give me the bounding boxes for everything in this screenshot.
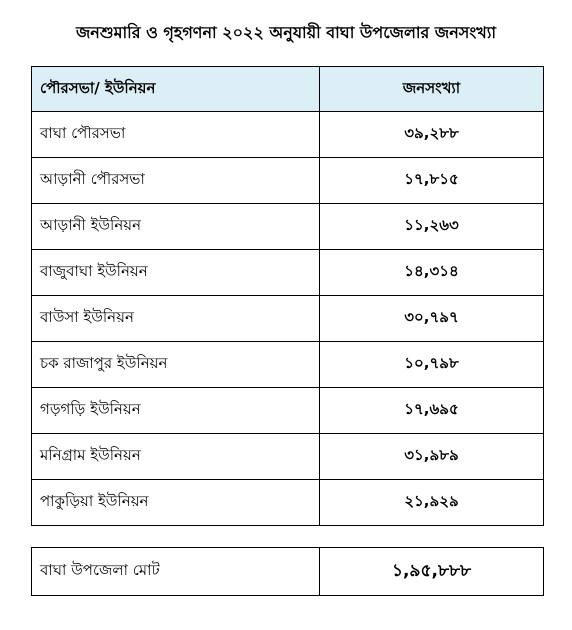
row-population: ৩১,৯৮৯	[320, 434, 544, 480]
row-area-name: বাউসা ইউনিয়ন	[32, 296, 320, 342]
column-header-area: পৌরসভা/ ইউনিয়ন	[32, 67, 320, 112]
table-header-row	[32, 67, 544, 112]
table-row	[32, 434, 544, 480]
column-header-population: জনসংখ্যা	[320, 67, 544, 112]
page-title: জনশুমারি ও গৃহগণনা ২০২২ অনুযায়ী বাঘা উপজেলার জনসংখ্যা	[75, 23, 497, 42]
row-population: ৩০,৭৯৭	[320, 296, 544, 342]
row-population: ১৭,৮১৫	[320, 158, 544, 204]
row-area-name: গড়গড়ি ইউনিয়ন	[32, 388, 320, 434]
population-table	[31, 66, 544, 526]
table-row	[32, 158, 544, 204]
row-area-name: বাজুবাঘা ইউনিয়ন	[32, 250, 320, 296]
table-row	[32, 388, 544, 434]
row-area-name: মনিগ্রাম ইউনিয়ন	[32, 434, 320, 480]
row-area-name: আড়ানী পৌরসভা	[32, 158, 320, 204]
row-area-name: চক রাজাপুর ইউনিয়ন	[32, 342, 320, 388]
row-population: ১০,৭৯৮	[320, 342, 544, 388]
row-area-name: পাকুড়িয়া ইউনিয়ন	[32, 480, 320, 526]
table-row	[32, 250, 544, 296]
table-row	[32, 204, 544, 250]
row-population: ১৭,৬৯৫	[320, 388, 544, 434]
row-area-name: আড়ানী ইউনিয়ন	[32, 204, 320, 250]
table-row	[32, 342, 544, 388]
table-row	[32, 480, 544, 526]
total-label: বাঘা উপজেলা মোট	[32, 548, 320, 596]
row-population: ৩৯,২৮৮	[320, 112, 544, 158]
table-row	[32, 112, 544, 158]
total-table	[31, 547, 544, 596]
total-row	[32, 548, 544, 596]
row-population: ১৪,৩১৪	[320, 250, 544, 296]
row-area-name: বাঘা পৌরসভা	[32, 112, 320, 158]
row-population: ১১,২৬৩	[320, 204, 544, 250]
row-population: ২১,৯২৯	[320, 480, 544, 526]
total-value: ১,৯৫,৮৮৮	[320, 548, 544, 596]
table-row	[32, 296, 544, 342]
